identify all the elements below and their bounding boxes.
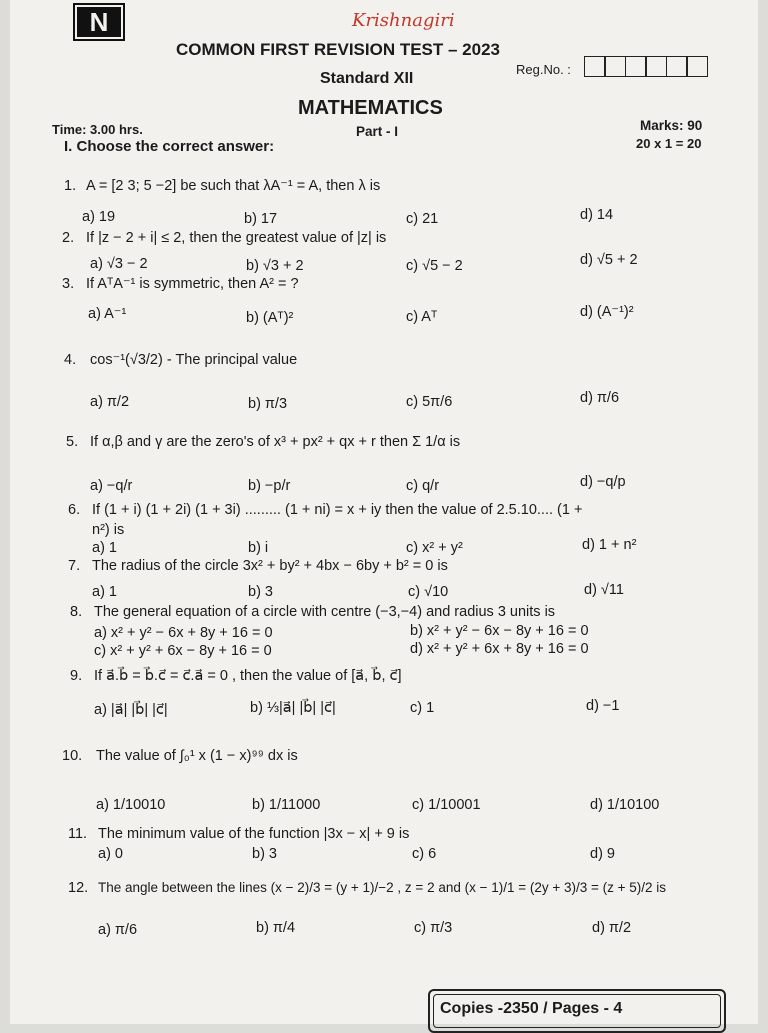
q12-text: The angle between the lines (x − 2)/3 = (y + 1)/−2 , z = 2 and (x − 1)/1 = (2y + 3)/3 = (z + 5)/2 is bbox=[98, 880, 667, 895]
q10-option-d[interactable]: d) 1/10100 bbox=[590, 797, 660, 813]
q2-text: If |z − 2 + i| ≤ 2, then the greatest value of |z| is bbox=[86, 230, 387, 246]
q6-option-c[interactable]: c) x² + y² bbox=[406, 540, 463, 556]
q9-option-d[interactable]: d) −1 bbox=[586, 698, 620, 714]
instruction: I. Choose the correct answer: bbox=[64, 138, 275, 155]
q1-option-d[interactable]: d) 14 bbox=[580, 207, 614, 223]
exam-title: COMMON FIRST REVISION TEST – 2023 bbox=[176, 40, 501, 59]
q5-text: If α,β and γ are the zero's of x³ + px² + qx + r then Σ 1/α is bbox=[90, 434, 461, 450]
q3-number: 3. bbox=[62, 276, 75, 292]
q12-option-c[interactable]: c) π/3 bbox=[414, 920, 453, 936]
q2-option-c[interactable]: c) √5 − 2 bbox=[406, 258, 463, 274]
q6-option-a[interactable]: a) 1 bbox=[92, 540, 117, 556]
q3-option-d[interactable]: d) (A⁻¹)² bbox=[580, 304, 634, 320]
q12-number: 12. bbox=[68, 880, 89, 896]
q8-option-c[interactable]: c) x² + y² + 6x − 8y + 16 = 0 bbox=[94, 643, 272, 659]
footer-copies-pages: Copies -2350 / Pages - 4 bbox=[440, 1000, 623, 1017]
q12-option-a[interactable]: a) π/6 bbox=[98, 922, 138, 938]
q3-option-c[interactable]: c) Aᵀ bbox=[406, 309, 438, 325]
standard: Standard XII bbox=[320, 70, 414, 87]
q11-option-d[interactable]: d) 9 bbox=[590, 846, 615, 862]
q6-text: If (1 + i) (1 + 2i) (1 + 3i) ......... (1 + ni) = x + iy then the value of 2.5.10.... (1 + bbox=[92, 502, 583, 518]
q9-number: 9. bbox=[70, 668, 83, 684]
q7-text: The radius of the circle 3x² + by² + 4bx − 6by + b² = 0 is bbox=[92, 558, 448, 574]
q5-option-c[interactable]: c) q/r bbox=[406, 478, 440, 494]
q7-number: 7. bbox=[68, 558, 81, 574]
q7-option-b[interactable]: b) 3 bbox=[248, 584, 273, 600]
marks-label: Marks: 90 bbox=[640, 118, 703, 133]
marks-calc: 20 x 1 = 20 bbox=[636, 136, 702, 151]
q5-option-b[interactable]: b) −p/r bbox=[248, 478, 291, 494]
q1-option-a[interactable]: a) 19 bbox=[82, 209, 116, 225]
handwritten-district: Krishnagiri bbox=[352, 10, 455, 31]
q2-option-a[interactable]: a) √3 − 2 bbox=[90, 256, 148, 272]
q10-option-c[interactable]: c) 1/10001 bbox=[412, 797, 481, 813]
q8-option-a[interactable]: a) x² + y² − 6x + 8y + 16 = 0 bbox=[94, 625, 273, 641]
q3-text: If AᵀA⁻¹ is symmetric, then A² = ? bbox=[86, 276, 299, 292]
q11-text: The minimum value of the function |3x − x| + 9 is bbox=[98, 826, 410, 842]
q1-number: 1. bbox=[64, 178, 77, 194]
q9-text: If a⃗.b⃗ = b⃗.c⃗ = c⃗.a⃗ = 0 , then the value of [a⃗, b⃗, c⃗] bbox=[94, 668, 402, 684]
q7-option-c[interactable]: c) √10 bbox=[408, 584, 449, 600]
q4-option-a[interactable]: a) π/2 bbox=[90, 394, 130, 410]
q1-option-c[interactable]: c) 21 bbox=[406, 211, 439, 227]
q2-number: 2. bbox=[62, 230, 75, 246]
q6-number: 6. bbox=[68, 502, 81, 518]
publisher-logo: N bbox=[73, 3, 125, 41]
q2-option-d[interactable]: d) √5 + 2 bbox=[580, 252, 638, 268]
q11-option-a[interactable]: a) 0 bbox=[98, 846, 123, 862]
q4-option-d[interactable]: d) π/6 bbox=[580, 390, 620, 406]
q4-number: 4. bbox=[64, 352, 77, 368]
q6-text-continued: n²) is bbox=[92, 522, 125, 538]
q1-option-b[interactable]: b) 17 bbox=[244, 211, 278, 227]
reg-no-label: Reg.No. : bbox=[516, 62, 571, 77]
q9-option-b[interactable]: b) ⅓|a⃗| |b⃗| |c⃗| bbox=[250, 700, 336, 716]
q10-option-b[interactable]: b) 1/11000 bbox=[252, 797, 321, 813]
q8-option-d[interactable]: d) x² + y² + 6x + 8y + 16 = 0 bbox=[410, 641, 589, 657]
q7-option-d[interactable]: d) √11 bbox=[584, 582, 624, 598]
time-label: Time: 3.00 hrs. bbox=[52, 122, 143, 137]
q5-option-d[interactable]: d) −q/p bbox=[580, 474, 626, 490]
q1-text: A = [2 3; 5 −2] be such that λA⁻¹ = A, then λ is bbox=[86, 178, 381, 194]
q11-option-b[interactable]: b) 3 bbox=[252, 846, 277, 862]
q10-number: 10. bbox=[62, 748, 83, 764]
q8-text: The general equation of a circle with centre (−3,−4) and radius 3 units is bbox=[94, 604, 556, 620]
q7-option-a[interactable]: a) 1 bbox=[92, 584, 117, 600]
part-label: Part - I bbox=[356, 124, 399, 139]
q6-option-b[interactable]: b) i bbox=[248, 540, 269, 556]
q6-option-d[interactable]: d) 1 + n² bbox=[582, 537, 637, 553]
reg-no-boxes[interactable] bbox=[585, 56, 708, 77]
q8-option-b[interactable]: b) x² + y² − 6x − 8y + 16 = 0 bbox=[410, 623, 589, 639]
q10-text: The value of ∫₀¹ x (1 − x)⁹⁹ dx is bbox=[96, 748, 298, 764]
q10-option-a[interactable]: a) 1/10010 bbox=[96, 797, 166, 813]
q5-option-a[interactable]: a) −q/r bbox=[90, 478, 133, 494]
q11-number: 11. bbox=[68, 826, 88, 842]
q4-option-b[interactable]: b) π/3 bbox=[248, 396, 288, 412]
q4-option-c[interactable]: c) 5π/6 bbox=[406, 394, 453, 410]
q3-option-a[interactable]: a) A⁻¹ bbox=[88, 306, 127, 322]
q9-option-a[interactable]: a) |a⃗| |b⃗| |c⃗| bbox=[94, 702, 168, 718]
q4-text: cos⁻¹(√3/2) - The principal value bbox=[90, 352, 298, 368]
q11-option-c[interactable]: c) 6 bbox=[412, 846, 437, 862]
subject-title: MATHEMATICS bbox=[298, 97, 443, 119]
q12-option-d[interactable]: d) π/2 bbox=[592, 920, 632, 936]
q2-option-b[interactable]: b) √3 + 2 bbox=[246, 258, 304, 274]
q9-option-c[interactable]: c) 1 bbox=[410, 700, 435, 716]
q12-option-b[interactable]: b) π/4 bbox=[256, 920, 296, 936]
q5-number: 5. bbox=[66, 434, 79, 450]
q8-number: 8. bbox=[70, 604, 83, 620]
q3-option-b[interactable]: b) (Aᵀ)² bbox=[246, 310, 294, 326]
